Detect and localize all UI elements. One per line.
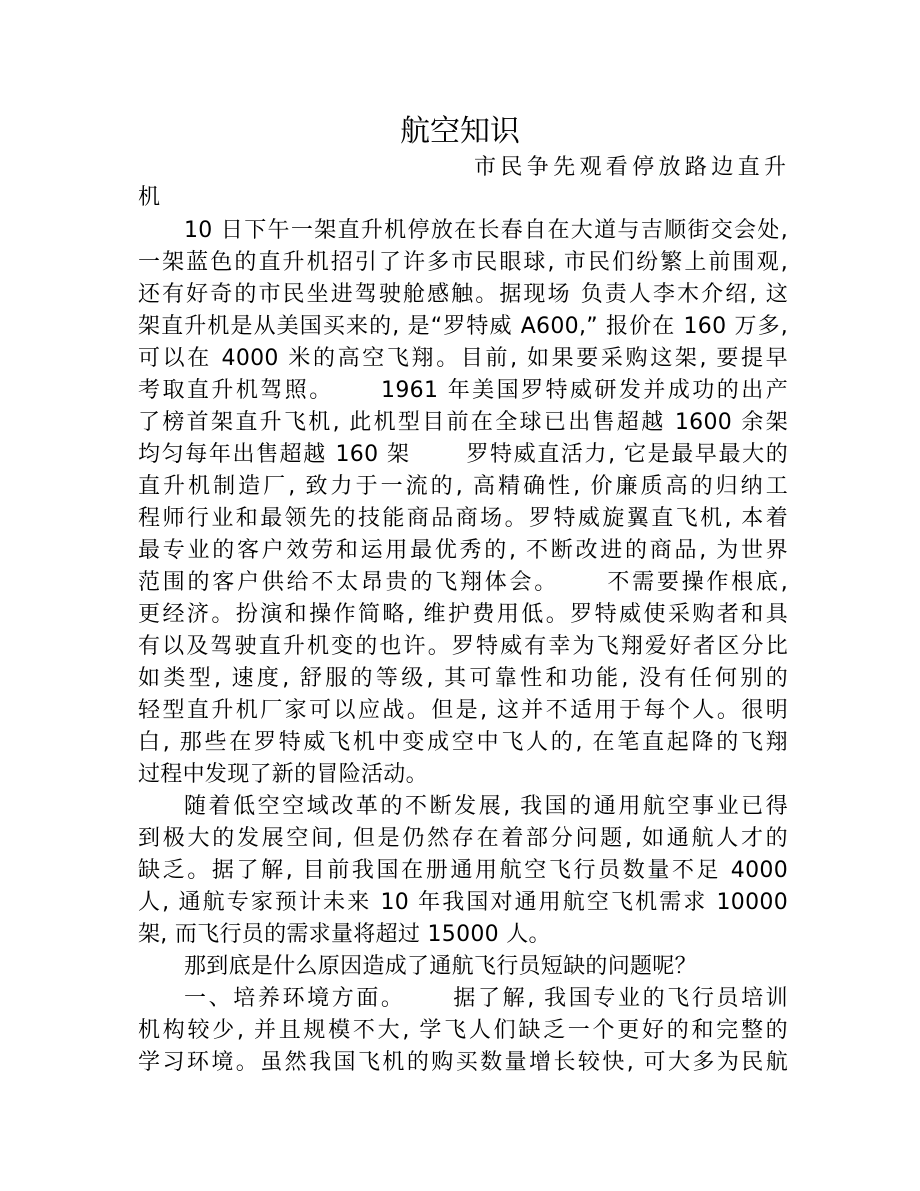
- body-line-25: 一、培养环境方面。 据了解, 我国专业的飞行员培训: [184, 986, 788, 1011]
- body-line-24: 那到底是什么原因造成了通航飞行员短缺的问题呢？: [184, 954, 697, 979]
- body-line-6: 考取直升机驾照。 1961 年美国罗特威研发并成功的出产: [138, 378, 788, 403]
- body-line-8: 均匀每年出售超越 160 架 罗特威直活力, 它是最早最大的: [138, 442, 788, 467]
- body-line-26: 机构较少, 并且规模不大, 学飞人们缺乏一个更好的和完整的: [138, 1018, 788, 1043]
- body-line-10: 程师行业和最领先的技能商品商场。罗特威旋翼直飞机, 本着: [138, 506, 788, 531]
- body-line-5: 可以在 4000 米的高空飞翔。目前, 如果要采购这架, 要提早: [138, 346, 788, 371]
- body-line-21: 缺乏。据了解, 目前我国在册通用航空飞行员数量不足 4000: [138, 858, 788, 883]
- body-line-23: 架, 而飞行员的需求量将超过 15000 人。: [138, 922, 551, 947]
- body-line-11: 最专业的客户效劳和运用最优秀的, 不断改进的商品, 为世界: [138, 538, 788, 563]
- body-line-14: 有以及驾驶直升机变的也许。罗特威有幸为飞翔爱好者区分比: [138, 634, 788, 659]
- body-line-4: 架直升机是从美国买来的, 是“罗特威 A600,” 报价在 160 万多,: [138, 314, 788, 339]
- document-title: 航空知识: [400, 114, 520, 149]
- body-line-20: 到极大的发展空间, 但是仍然存在着部分问题, 如通航人才的: [138, 826, 788, 851]
- body-line-3: 还有好奇的市民坐进驾驶舱感触。据现场 负责人李木介绍, 这: [138, 282, 788, 307]
- body-line-19: 随着低空空域改革的不断发展, 我国的通用航空事业已得: [184, 794, 788, 819]
- body-line-15: 如类型, 速度, 舒服的等级, 其可靠性和功能, 没有任何别的: [138, 666, 788, 691]
- body-line-17: 白, 那些在罗特威飞机中变成空中飞人的, 在笔直起降的飞翔: [138, 730, 788, 755]
- body-line-22: 人, 通航专家预计未来 10 年我国对通用航空飞机需求 10000: [138, 890, 788, 915]
- subtitle-continuation: 机: [138, 185, 161, 210]
- body-line-12: 范围的客户供给不太昂贵的飞翔体会。 不需要操作根底,: [138, 570, 788, 595]
- body-line-2: 一架蓝色的直升机招引了许多市民眼球, 市民们纷繁上前围观,: [138, 250, 788, 275]
- subtitle-line: 市民争先观看停放路边直升: [474, 155, 788, 180]
- body-line-13: 更经济。扮演和操作简略, 维护费用低。罗特威使采购者和具: [138, 602, 788, 627]
- body-line-1: 10 日下午一架直升机停放在长春自在大道与吉顺街交会处,: [184, 218, 788, 243]
- body-line-18: 过程中发现了新的冒险活动。: [138, 762, 428, 787]
- body-line-27: 学习环境。虽然我国飞机的购买数量增长较快, 可大多为民航: [138, 1050, 788, 1075]
- body-line-9: 直升机制造厂, 致力于一流的, 高精确性, 价廉质高的归纳工: [138, 474, 788, 499]
- body-line-7: 了榜首架直升飞机, 此机型目前在全球已出售超越 1600 余架: [138, 410, 788, 435]
- body-line-16: 轻型直升机厂家可以应战。但是, 这并不适用于每个人。很明: [138, 698, 788, 723]
